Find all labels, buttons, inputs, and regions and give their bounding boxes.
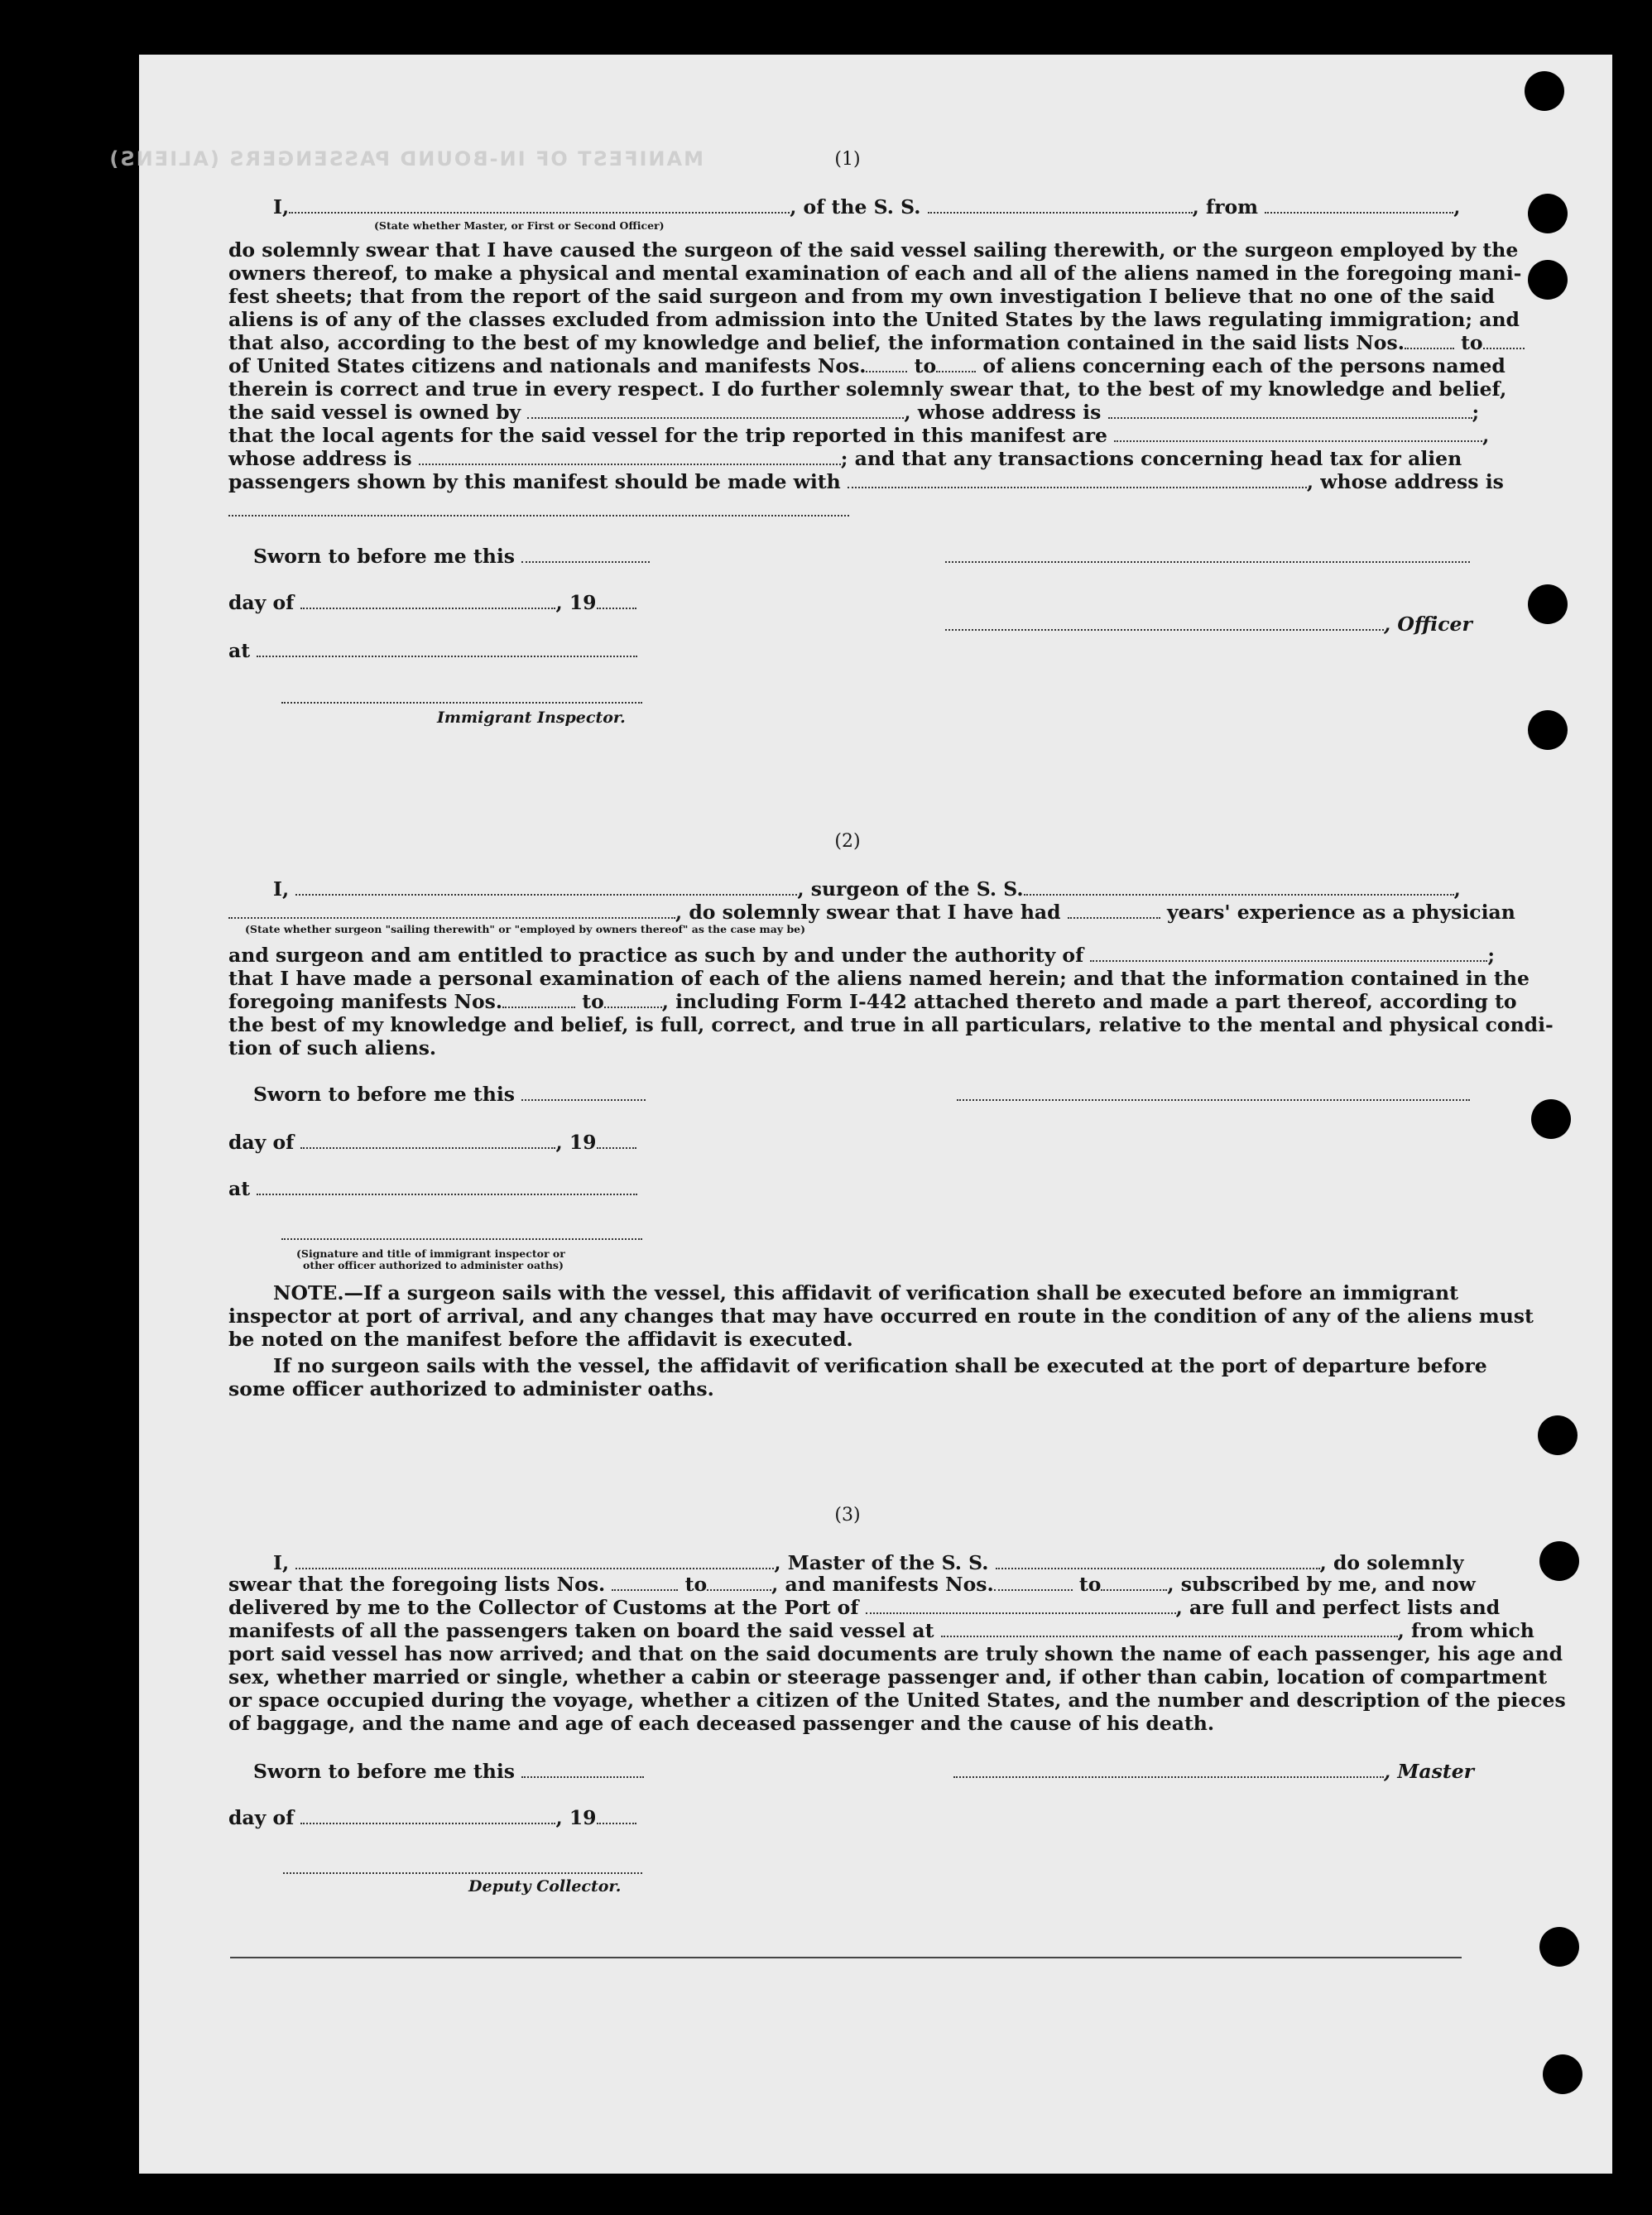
text: , Master of the S. S. bbox=[774, 1551, 989, 1574]
inspector-signature-line[interactable] bbox=[281, 702, 642, 704]
at-line bbox=[228, 639, 637, 662]
section3-line3 bbox=[228, 1596, 1500, 1619]
binder-hole bbox=[1528, 710, 1568, 750]
body-line: sex, whether married or single, whether a cabin or steerage passenger and, if other than cabin, location of compartment bbox=[228, 1665, 1548, 1689]
inspector-signature-line[interactable] bbox=[281, 1238, 642, 1240]
section1-line-address bbox=[228, 447, 1462, 470]
note-line bbox=[273, 1281, 1472, 1304]
binder-hole bbox=[1531, 1099, 1571, 1139]
text: Sworn to before me this bbox=[253, 1083, 516, 1106]
port-from-field[interactable] bbox=[1265, 197, 1453, 214]
section1-line-owned bbox=[228, 401, 1479, 424]
section2-line5 bbox=[228, 990, 1517, 1013]
body-line: aliens is of any of the classes excluded from admission into the United States by the laws regulating immigration; and bbox=[228, 308, 1520, 331]
text: , 19 bbox=[555, 1131, 597, 1154]
vessel-name-field[interactable] bbox=[996, 1553, 1320, 1569]
text: , bbox=[1453, 195, 1461, 219]
text: , do solemnly bbox=[1319, 1551, 1464, 1574]
text: , are full and perfect lists and bbox=[1175, 1596, 1501, 1619]
surgeon-name-field[interactable] bbox=[295, 879, 797, 896]
text: swear that the foregoing lists Nos. bbox=[228, 1573, 606, 1596]
section1-line1 bbox=[273, 195, 1460, 219]
section1-line-correct: therein is correct and true in every respect. I do further solemnly swear that, to the best of my knowledge and belief, bbox=[228, 377, 1507, 401]
text: passengers shown by this manifest should be made with bbox=[228, 470, 841, 493]
month-field[interactable] bbox=[300, 1808, 555, 1824]
note-line: If no surgeon sails with the vessel, the affidavit of verification shall be executed at the port of departure before bbox=[273, 1354, 1487, 1377]
text: , from bbox=[1192, 195, 1258, 219]
head-tax-field[interactable] bbox=[848, 472, 1307, 488]
field-note: (State whether surgeon "sailing therewith" or "employed by owners thereof" as the case may be) bbox=[245, 923, 806, 935]
bleed-through-text: MANIFEST OF IN-BOUND PASSENGERS (ALIENS) bbox=[108, 147, 704, 171]
section-number: (3) bbox=[834, 1505, 861, 1526]
section2-line3 bbox=[228, 944, 1495, 967]
vessel-name-field[interactable] bbox=[1024, 879, 1454, 896]
bottom-rule bbox=[230, 1957, 1462, 1958]
binder-hole bbox=[1528, 260, 1568, 300]
sworn-line bbox=[253, 1083, 646, 1106]
manifest-no-from-field[interactable] bbox=[994, 1574, 1073, 1591]
manifest-no-to-field[interactable] bbox=[1101, 1574, 1167, 1591]
text: I, bbox=[273, 877, 290, 901]
manifest-no-to-field[interactable] bbox=[936, 356, 976, 372]
body-line: owners thereof, to make a physical and mental examination of each and all of the aliens named in the foregoing mani- bbox=[228, 262, 1522, 285]
manifest-no-from-field[interactable] bbox=[502, 992, 575, 1008]
section1-line-citizens bbox=[228, 354, 1506, 377]
note-line: be noted on the manifest before the affidavit is executed. bbox=[228, 1328, 853, 1351]
text: to bbox=[914, 354, 937, 377]
master-signature bbox=[953, 1760, 1474, 1783]
year-field[interactable] bbox=[597, 1808, 636, 1824]
text: to bbox=[1078, 1573, 1102, 1596]
field-note: (State whether Master, or First or Second Officer) bbox=[374, 219, 665, 232]
officer-title-field[interactable] bbox=[945, 614, 1384, 631]
text: , of the S. S. bbox=[790, 195, 921, 219]
text: and surgeon and am entitled to practice as such by and under the authority of bbox=[228, 944, 1084, 967]
year-field[interactable] bbox=[597, 1132, 636, 1149]
collector-signature-line[interactable] bbox=[283, 1872, 642, 1874]
list-no-to-field[interactable] bbox=[1483, 333, 1525, 349]
officer-signature-line[interactable] bbox=[945, 561, 1470, 563]
text: of aliens concerning each of the persons named bbox=[982, 354, 1506, 377]
text: at bbox=[228, 639, 251, 662]
master-name-field[interactable] bbox=[295, 1553, 774, 1569]
body-line: the best of my knowledge and belief, is full, correct, and true in all particulars, relative to the mental and physical condi- bbox=[228, 1013, 1554, 1036]
text: of United States citizens and nationals and manifests Nos. bbox=[228, 354, 867, 377]
place-field[interactable] bbox=[257, 1179, 637, 1195]
section1-line-agents bbox=[228, 424, 1489, 447]
place-field[interactable] bbox=[257, 641, 637, 657]
text: at bbox=[228, 1177, 251, 1200]
text: ; bbox=[1487, 944, 1496, 967]
text: I, bbox=[273, 1551, 290, 1574]
binder-hole bbox=[1528, 584, 1568, 624]
list-no-to-field[interactable] bbox=[707, 1574, 771, 1591]
section3-line2 bbox=[228, 1573, 1476, 1596]
text: , Master bbox=[1384, 1760, 1475, 1783]
section-number: (1) bbox=[834, 149, 861, 170]
head-tax-address-field[interactable] bbox=[228, 515, 849, 517]
text: that also, according to the best of my knowledge and belief, the information contained in the said lists Nos. bbox=[228, 331, 1405, 354]
officer-name-field[interactable] bbox=[289, 197, 790, 214]
agents-field[interactable] bbox=[1114, 425, 1482, 442]
text: , whose address is bbox=[1306, 470, 1504, 493]
day-of-line bbox=[228, 1131, 636, 1154]
body-line: fest sheets; that from the report of the said surgeon and from my own investigation I believe that no one of the said bbox=[228, 285, 1495, 308]
body-line: port said vessel has now arrived; and that on the said documents are truly shown the name of each passenger, his age and bbox=[228, 1642, 1563, 1665]
text: , 19 bbox=[555, 591, 597, 614]
note-label: NOTE. bbox=[273, 1281, 344, 1304]
text: , and manifests Nos. bbox=[771, 1573, 994, 1596]
text: , whose address is bbox=[904, 401, 1102, 424]
text: to bbox=[684, 1573, 708, 1596]
text: day of bbox=[228, 1806, 295, 1829]
text: delivered by me to the Collector of Customs at the Port of bbox=[228, 1596, 859, 1619]
text: whose address is bbox=[228, 447, 412, 470]
body-line: or space occupied during the voyage, whether a citizen of the United States, and the number and description of the pieces bbox=[228, 1689, 1566, 1712]
manifest-no-to-field[interactable] bbox=[604, 992, 662, 1008]
text: to bbox=[1461, 331, 1483, 354]
text: , Officer bbox=[1384, 613, 1472, 636]
signature-note: (Signature and title of immigrant inspector or bbox=[296, 1247, 565, 1260]
binder-hole bbox=[1528, 194, 1568, 233]
text: years' experience as a physician bbox=[1166, 901, 1515, 924]
text: , do solemnly swear that I have had bbox=[675, 901, 1061, 924]
text: Sworn to before me this bbox=[253, 1760, 516, 1783]
section1-line-nos bbox=[228, 331, 1525, 354]
text: , including Form I-442 attached thereto and made a part thereof, according to bbox=[661, 990, 1517, 1013]
sworn-day-field[interactable] bbox=[521, 1761, 644, 1778]
section3-line1 bbox=[273, 1551, 1464, 1574]
signature-note: other officer authorized to administer oaths) bbox=[303, 1259, 564, 1271]
text: , bbox=[1482, 424, 1490, 447]
section3-line4 bbox=[228, 1619, 1534, 1642]
owner-field[interactable] bbox=[527, 402, 904, 419]
month-field[interactable] bbox=[300, 1132, 555, 1149]
text: Sworn to before me this bbox=[253, 545, 516, 568]
sworn-line bbox=[253, 545, 650, 568]
text: manifests of all the passengers taken on board the said vessel at bbox=[228, 1619, 934, 1642]
owner-address-field[interactable] bbox=[1108, 402, 1472, 419]
binder-hole bbox=[1525, 71, 1564, 111]
master-signature-line[interactable] bbox=[953, 1761, 1384, 1778]
port-of-departure-field[interactable] bbox=[941, 1621, 1398, 1637]
note-line: inspector at port of arrival, and any changes that may have occurred en route in the condition of any of the aliens must bbox=[228, 1304, 1534, 1328]
agents-address-field[interactable] bbox=[419, 449, 841, 465]
sworn-day-field[interactable] bbox=[521, 1084, 646, 1101]
section2-line2 bbox=[228, 901, 1515, 924]
binder-hole bbox=[1543, 2054, 1582, 2094]
text: day of bbox=[228, 591, 295, 614]
body-line: of baggage, and the name and age of each deceased passenger and the cause of his death. bbox=[228, 1712, 1215, 1735]
note-line: some officer authorized to administer oaths. bbox=[228, 1377, 714, 1401]
vessel-name-field[interactable] bbox=[928, 197, 1193, 214]
list-no-from-field[interactable] bbox=[1405, 333, 1454, 349]
binder-hole bbox=[1538, 1415, 1578, 1455]
day-of-line bbox=[228, 591, 636, 614]
body-line: tion of such aliens. bbox=[228, 1036, 437, 1059]
text: , surgeon of the S. S. bbox=[797, 877, 1024, 901]
text: to bbox=[582, 990, 604, 1013]
year-field[interactable] bbox=[597, 593, 636, 609]
text: ; and that any transactions concerning head tax for alien bbox=[840, 447, 1462, 470]
years-field[interactable] bbox=[1068, 902, 1160, 919]
surgeon-status-field[interactable] bbox=[228, 902, 675, 919]
text: —If a surgeon sails with the vessel, this affidavit of verification shall be executed before an immigrant bbox=[343, 1281, 1458, 1304]
body-line: do solemnly swear that I have caused the surgeon of the said vessel sailing therewith, or the surgeon employed by the bbox=[228, 238, 1519, 262]
section1-line-passengers bbox=[228, 470, 1504, 493]
section2-line1 bbox=[273, 877, 1461, 901]
sworn-day-field[interactable] bbox=[521, 546, 650, 563]
binder-hole bbox=[1539, 1541, 1579, 1581]
text: foregoing manifests Nos. bbox=[228, 990, 503, 1013]
text: that the local agents for the said vessel for the trip reported in this manifest are bbox=[228, 424, 1107, 447]
text: , from which bbox=[1397, 1619, 1534, 1642]
text: I, bbox=[273, 195, 290, 219]
deputy-collector-title: Deputy Collector. bbox=[468, 1877, 622, 1895]
text: , subscribed by me, and now bbox=[1167, 1573, 1476, 1596]
text: , bbox=[1453, 877, 1461, 901]
at-line bbox=[228, 1177, 637, 1200]
port-field[interactable] bbox=[866, 1598, 1176, 1614]
day-of-line bbox=[228, 1806, 636, 1829]
text: , 19 bbox=[555, 1806, 597, 1829]
text: the said vessel is owned by bbox=[228, 401, 521, 424]
text: ; bbox=[1472, 401, 1480, 424]
inspector-title: Immigrant Inspector. bbox=[437, 709, 626, 727]
manifest-no-from-field[interactable] bbox=[866, 356, 907, 372]
body-line: that I have made a personal examination of each of the aliens named herein; and that the information contained in the bbox=[228, 967, 1530, 990]
authority-field[interactable] bbox=[1090, 945, 1487, 962]
text: day of bbox=[228, 1131, 295, 1154]
surgeon-signature-line[interactable] bbox=[957, 1099, 1470, 1101]
binder-hole bbox=[1539, 1927, 1579, 1967]
section-number: (2) bbox=[834, 831, 861, 852]
list-no-from-field[interactable] bbox=[612, 1574, 678, 1591]
sworn-line bbox=[253, 1760, 644, 1783]
officer-line bbox=[945, 613, 1472, 636]
month-field[interactable] bbox=[300, 593, 555, 609]
